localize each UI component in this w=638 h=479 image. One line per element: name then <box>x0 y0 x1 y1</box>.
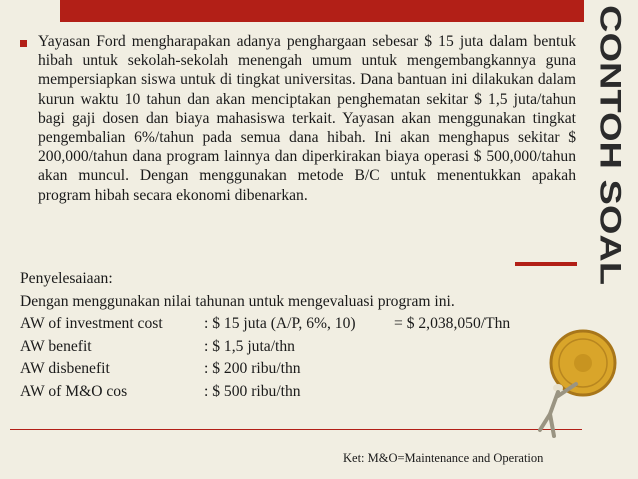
problem-text: Yayasan Ford mengharapakan adanya penghargaan sebesar $ 15 juta dalam bentuk hibah untuk sekolah-sekolah menengah umum untuk mengembangkannya guna mempersiapkan siswa untuk di tingkat universitas. Dana bantuan ini dilakukan dalam kurun waktu 10 tahun dan akan menciptakan penghematan sekitar $ 1,5 juta/tahun bagi gaji dosen dan biaya mahasiswa terkait. Yayasan akan menggunakan tingkat pengembalian 6%/tahun pada semua dana hibah. Ini akan menghapus sekitar $ 200,000/tahun dana program lainnya dan diperkirakan biaya operasi $ 500,000/tahun akan muncul. Dengan menggunakan metode B/C untuk menentukkan apakah program hibah secara ekonomi dibenarkan. <box>38 33 576 204</box>
row-label: AW disbenefit <box>20 360 110 377</box>
solution-heading: Penyelesaiaan: <box>20 270 113 287</box>
solution-row <box>20 381 580 404</box>
coin-center <box>574 354 592 372</box>
row-value: : $ 15 juta (A/P, 6%, 10) <box>204 315 356 332</box>
row-value: : $ 200 ribu/thn <box>204 360 301 377</box>
solution-section <box>20 268 580 403</box>
slide-title-text: CONTOH SOAL <box>593 5 626 286</box>
row-label: AW of M&O cos <box>20 382 128 400</box>
slide-title <box>585 5 633 286</box>
coin-figure-icon <box>528 318 638 448</box>
bullet-square-icon <box>20 40 27 47</box>
footnote: Ket: M&O=Maintenance and Operation <box>343 451 544 465</box>
row-label: AW benefit <box>20 337 92 355</box>
top-accent-bar <box>60 0 584 22</box>
section-divider-accent <box>515 262 577 266</box>
solution-row <box>20 336 580 359</box>
solution-row <box>20 313 580 336</box>
solution-row <box>20 358 580 381</box>
row-value: : $ 500 ribu/thn <box>204 382 301 400</box>
bottom-divider <box>10 429 582 430</box>
solution-intro: Dengan menggunakan nilai tahunan untuk mengevaluasi program ini. <box>20 292 455 310</box>
row-value: : $ 1,5 juta/thn <box>204 337 295 355</box>
row-result: = $ 2,038,050/Thn <box>394 315 511 332</box>
row-label: AW of investment cost <box>20 315 163 332</box>
problem-bullet <box>20 32 576 205</box>
